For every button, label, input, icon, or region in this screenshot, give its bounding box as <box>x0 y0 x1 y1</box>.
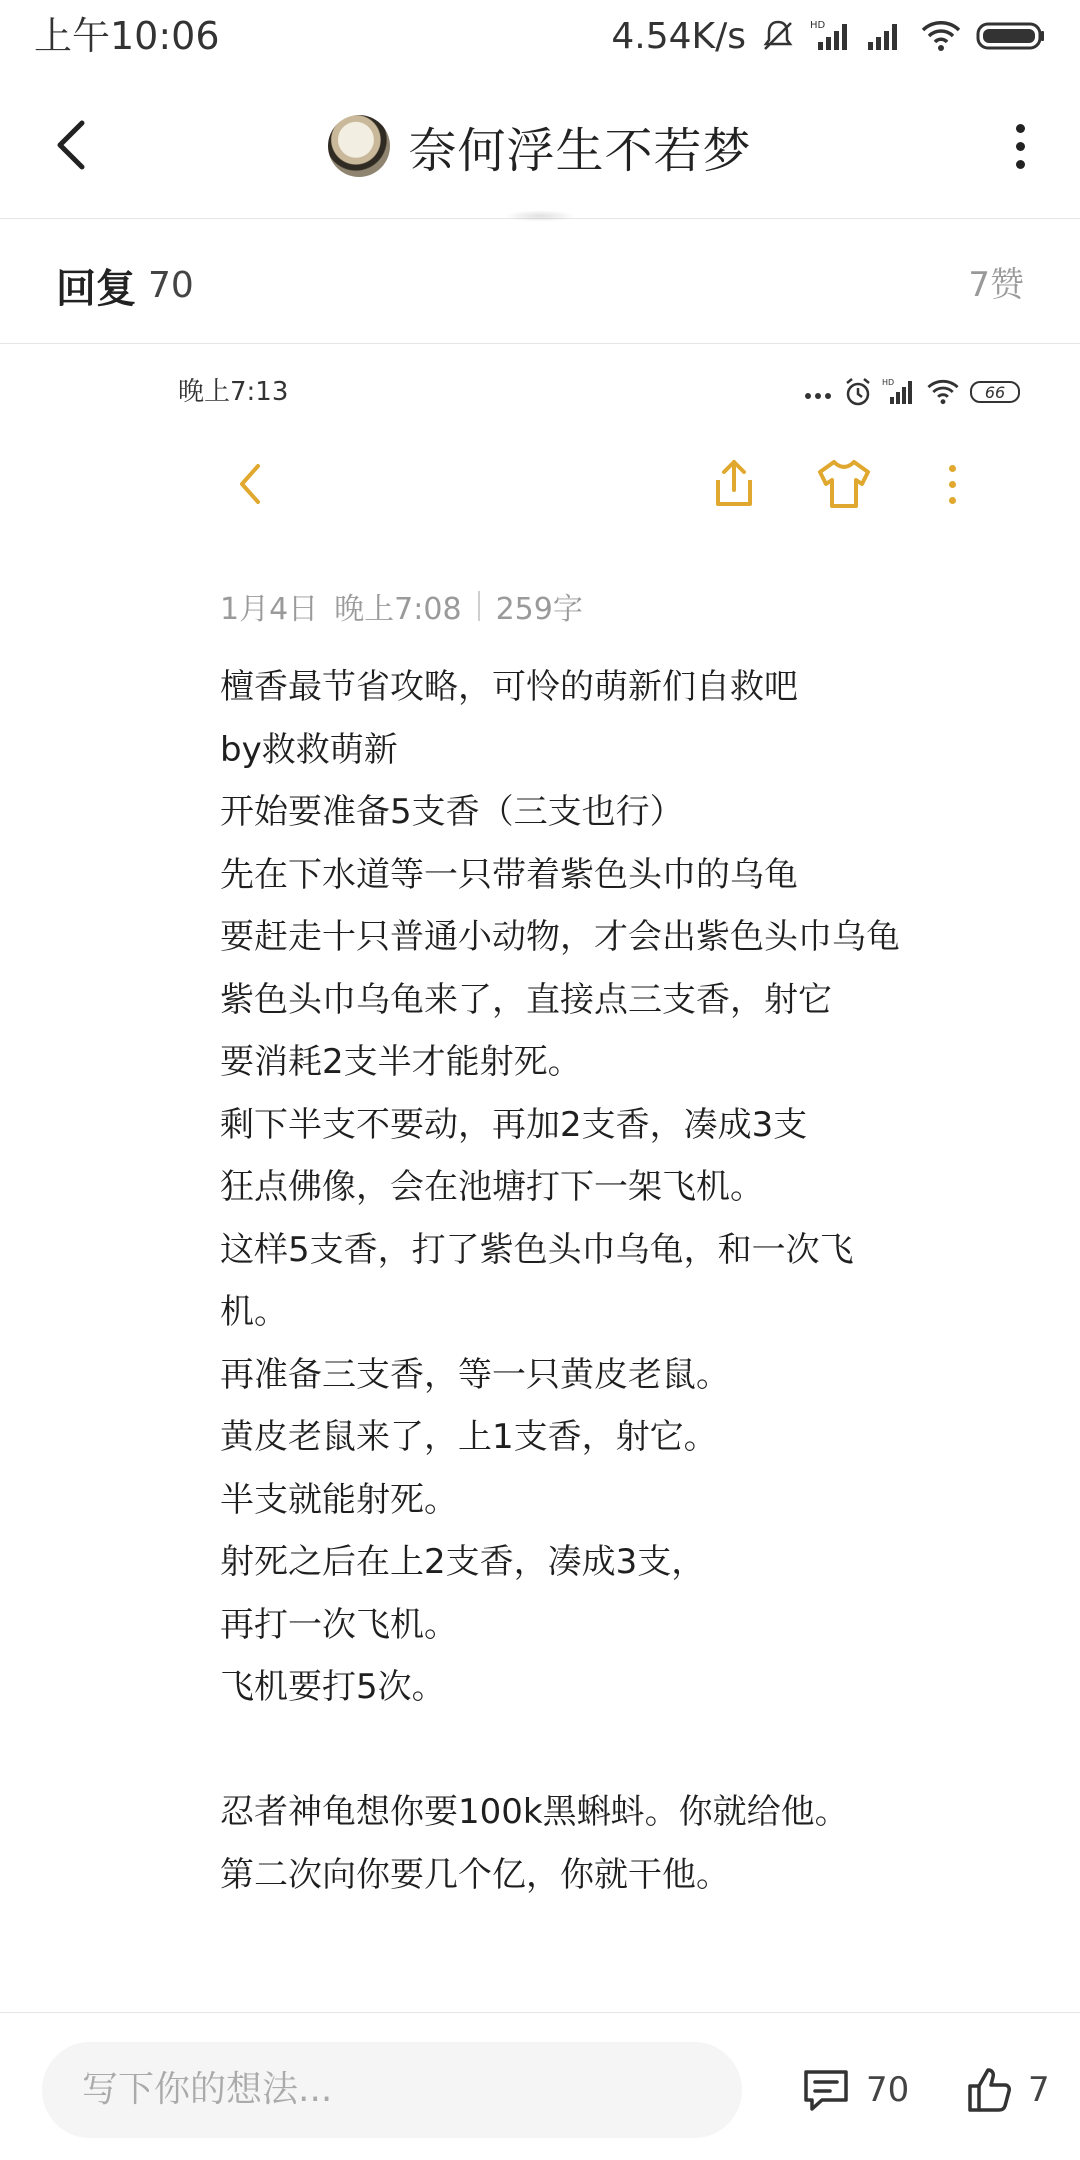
comment-count: 70 <box>866 2070 910 2110</box>
note-line: 黄皮老鼠来了，上1支香，射它。 <box>220 1417 718 1457</box>
comment-input[interactable]: 写下你的想法... <box>42 2042 742 2138</box>
like-count: 7 <box>1028 2070 1050 2110</box>
hd-signal-icon <box>882 377 916 407</box>
note-line: 第二次向你要几个亿，你就干他。 <box>220 1854 730 1895</box>
likes-count[interactable]: 7赞 <box>968 265 1024 305</box>
status-time: 上午10:06 <box>34 14 220 58</box>
comment-icon <box>800 2064 852 2116</box>
signal-icon <box>866 18 906 54</box>
embedded-status-icons <box>804 372 1020 412</box>
note-line: 紫色头巾乌龟来了，直接点三支香，射它 <box>220 979 832 1020</box>
note-line: by救救萌新 <box>220 729 398 770</box>
svg-text:HD: HD <box>810 20 826 31</box>
dots-icon <box>804 382 834 402</box>
note-body <box>220 656 980 1906</box>
wifi-icon <box>926 377 960 407</box>
note-blank-line <box>220 1719 980 1782</box>
note-date: 1月4日 <box>220 592 319 627</box>
embedded-status-time: 晚上7:13 <box>178 377 289 407</box>
note-word-count: 259字 <box>495 592 583 627</box>
page-title: 奈何浮生不若梦 <box>408 122 752 179</box>
reply-divider <box>0 343 1080 344</box>
reply-summary <box>56 250 194 320</box>
comment-button[interactable] <box>800 2050 909 2130</box>
avatar[interactable] <box>328 115 390 177</box>
reply-label: 回复 <box>56 265 136 312</box>
note-line: 要赶走十只普通小动物，才会出紫色头巾乌龟 <box>220 917 900 957</box>
note-line: 半支就能射死。 <box>220 1479 458 1520</box>
like-button[interactable] <box>964 2050 1050 2130</box>
note-line: 开始要准备5支香（三支也行） <box>220 792 684 832</box>
mute-bell-icon <box>760 18 796 54</box>
more-vertical-icon <box>1016 124 1025 133</box>
note-line: 射死之后在上2支香，凑成3支， <box>220 1542 706 1582</box>
app-header <box>0 72 1080 218</box>
note-line: 狂点佛像，会在池塘打下一架飞机。 <box>220 1167 764 1207</box>
wifi-icon <box>920 18 962 54</box>
battery-icon <box>970 381 1020 403</box>
pull-indicator <box>505 210 575 222</box>
embedded-back-button <box>222 456 278 512</box>
embedded-more-icon <box>940 456 964 512</box>
note-line: 剩下半支不要动，再加2支香，凑成3支 <box>220 1104 808 1145</box>
bottom-divider <box>0 2012 1080 2013</box>
thumbs-up-icon <box>964 2064 1016 2116</box>
battery-icon <box>976 18 1046 54</box>
note-line: 先在下水道等一只带着紫色头巾的乌龟 <box>220 854 798 895</box>
back-arrow-icon <box>236 462 264 506</box>
network-speed: 4.54K/s <box>611 15 746 57</box>
battery-level: 66 <box>984 382 1006 402</box>
svg-text:HD: HD <box>882 378 895 387</box>
status-icons <box>611 8 1046 64</box>
note-time: 晚上7:08 <box>334 592 462 627</box>
note-line: 忍者神龟想你要100k黑蝌蚪。你就给他。 <box>220 1792 849 1832</box>
alarm-icon <box>844 377 872 407</box>
meta-separator <box>478 591 480 621</box>
share-icon <box>706 456 762 512</box>
header-title-area <box>0 106 1080 186</box>
note-line: 要消耗2支半才能射死。 <box>220 1042 582 1082</box>
note-line: 飞机要打5次。 <box>220 1667 446 1707</box>
more-options-button[interactable] <box>1000 108 1040 184</box>
note-line: 再打一次飞机。 <box>220 1604 458 1645</box>
note-line: 再准备三支香，等一只黄皮老鼠。 <box>220 1354 730 1395</box>
hd-signal-icon <box>810 18 852 54</box>
note-line: 这样5支香，打了紫色头巾乌龟，和一次飞 <box>220 1229 854 1270</box>
note-line: 机。 <box>220 1292 288 1332</box>
theme-shirt-icon <box>814 456 874 512</box>
reply-count: 70 <box>148 264 194 306</box>
note-line: 檀香最节省攻略，可怜的萌新们自救吧 <box>220 667 798 707</box>
note-meta <box>220 584 583 628</box>
